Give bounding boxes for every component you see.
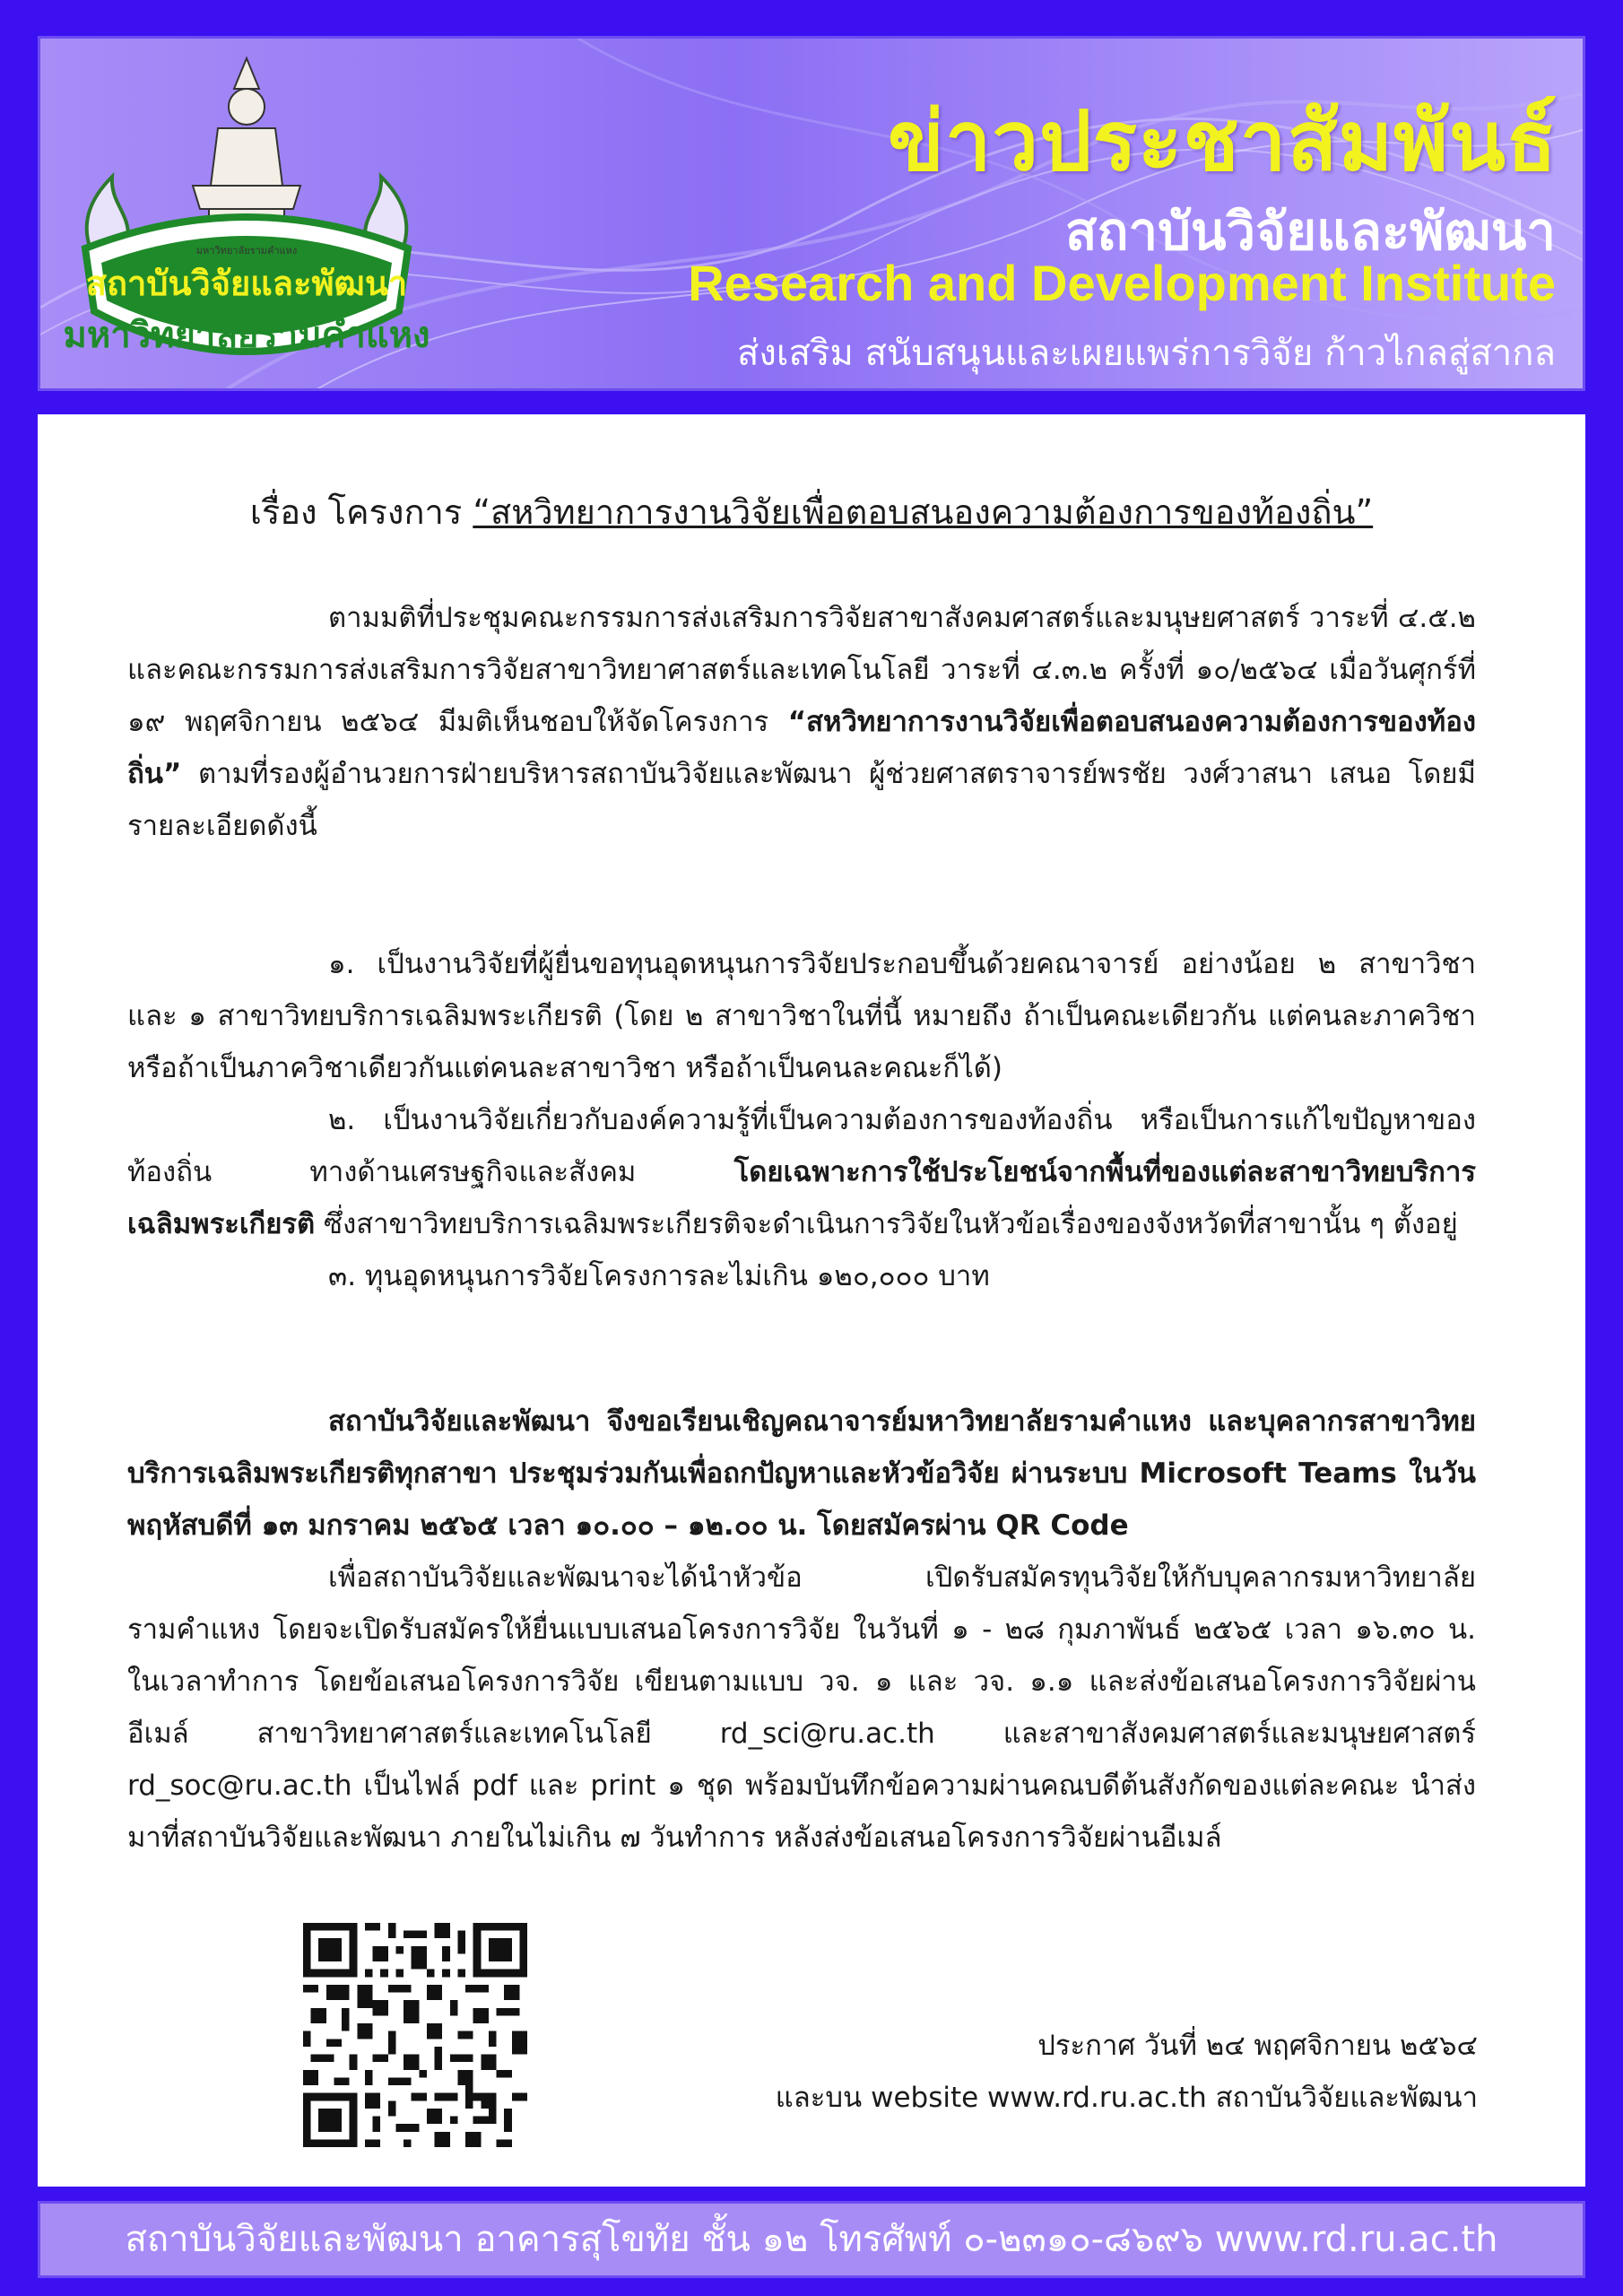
criteria-item-2-emphasis: โดยเฉพาะการใช้ประโยชน์จากพื้นที่ของแต่ละสาขาวิทยบริการเฉลิมพระเกียรติ xyxy=(127,1156,1476,1240)
criteria-item-3: ๓. ทุนอุดหนุนการวิจัยโครงการละไม่เกิน ๑๒๐,๐๐๐ บาท xyxy=(328,1260,990,1292)
banner-slogan: ส่งเสริม สนับสนุนและเผยแพร่การวิจัย ก้าวไกลสู่สากล xyxy=(736,333,1556,374)
subject-prefix: เรื่อง โครงการ xyxy=(249,492,473,532)
criteria-item-1: ๑. เป็นงานวิจัยที่ผู้ยื่นขอทุนอุดหนุนการวิจัยประกอบขึ้นด้วยคณาจารย์ อย่างน้อย ๒ สาขาวิชา และ ๑ สาขาวิทยบริการเฉลิมพระเกียรติ (โดย ๒ สาขาวิชาในที่นี้ หมายถึง ถ้าเป็นคณะเดียวกัน แต่คนละภาควิชา หรือถ้าเป็นภาควิชาเดียวกันแต่คนละสาขาวิชา หรือถ้าเป็นคนละคณะก็ได้) xyxy=(127,948,1476,1084)
svg-text:มหาวิทยาลัยรามคำแหง: มหาวิทยาลัยรามคำแหง xyxy=(195,245,298,257)
banner-english-name: Research and Development Institute xyxy=(688,255,1556,311)
criteria-item-2 xyxy=(127,1094,1476,1250)
announcement-date: ประกาศ วันที่ ๒๔ พฤศจิกายน ๒๕๖๔ xyxy=(1037,2030,1478,2062)
criteria-item-2-text-1: ๒. เป็นงานวิจัยเกี่ยวกับองค์ความรู้ที่เป็นความต้องการของท้องถิ่น หรือเป็นการแก้ไขปัญหาของท้องถิ่น ทางด้านเศรษฐกิจและสังคม xyxy=(127,1104,1476,1188)
invitation-section xyxy=(127,1396,1476,1864)
invitation-bold: สถาบันวิจัยและพัฒนา จึงขอเรียนเชิญคณาจารย์มหาวิทยาลัยรามคำแหง และบุคลากรสาขาวิทยบริการเฉลิมพระเกียรติทุกสาขา ประชุมร่วมกันเพื่อถกปัญหาและหัวข้อวิจัย ผ่านระบบ Microsoft Teams ในวันพฤหัสบดีที่ ๑๓ มกราคม ๒๕๖๕ เวลา ๑๐.๐๐ – ๑๒.๐๐ น. โดยสมัครผ่าน QR Code xyxy=(127,1405,1476,1542)
resolution-project-name: “สหวิทยาการงานวิจัยเพื่อตอบสนองความต้องการของท้องถิ่น” xyxy=(127,706,1476,790)
university-seal-icon xyxy=(58,51,435,383)
svg-text:มหาวิทยาลัยรามคำแหง: มหาวิทยาลัยรามคำแหง xyxy=(63,315,430,356)
invitation-details: เพื่อสถาบันวิจัยและพัฒนาจะได้นำหัวข้อ เปิดรับสมัครทุนวิจัยให้กับบุคลากรมหาวิทยาลัยรามคำแหง โดยจะเปิดรับสมัครให้ยื่นแบบเสนอโครงการวิจัย ในวันที่ ๑ - ๒๘ กุมภาพันธ์ ๒๕๖๕ เวลา ๑๖.๓๐ น. ในเวลาทำการ โดยข้อเสนอโครงการวิจัย เขียนตามแบบ วจ. ๑ และ วจ. ๑.๑ และส่งข้อเสนอโครงการวิจัยผ่านอีเมล์ สาขาวิทยาศาสตร์และเทคโนโลยี rd_sci@ru.ac.th และสาขาสังคมศาสตร์และมนุษยศาสตร์ rd_soc@ru.ac.th เป็นไฟล์ pdf และ print ๑ ชุด พร้อมบันทึกข้อความผ่านคณบดีต้นสังกัดของแต่ละคณะ นำส่งมาที่สถาบันวิจัยและพัฒนา ภายในไม่เกิน ๗ วันทำการ หลังส่งข้อเสนอโครงการวิจัยผ่านอีเมล์ xyxy=(127,1561,1476,1854)
announcement-website: และบน website www.rd.ru.ac.th สถาบันวิจัยและพัฒนา xyxy=(775,2082,1478,2114)
subject-topic: “สหวิทยาการงานวิจัยเพื่อตอบสนองความต้องการของท้องถิ่น” xyxy=(473,492,1374,532)
header-banner xyxy=(38,36,1585,391)
criteria-item-2-text-2: ซึ่งสาขาวิทยบริการเฉลิมพระเกียรติจะดำเนินการวิจัยในหัวข้อเรื่องของจังหวัดที่สาขานั้น ๆ ตั้งอยู่ xyxy=(315,1208,1458,1240)
qr-code-icon[interactable] xyxy=(303,1923,527,2147)
subject-heading xyxy=(38,484,1585,539)
resolution-text-1: ตามมติที่ประชุมคณะกรรมการส่งเสริมการวิจัยสาขาสังคมศาสตร์และมนุษยศาสตร์ วาระที่ ๔.๕.๒ และคณะกรรมการส่งเสริมการวิจัยสาขาวิทยาศาสตร์และเทคโนโลยี วาระที่ ๔.๓.๒ ครั้งที่ ๑๐/๒๕๖๔ เมื่อวันศุกร์ที่ ๑๙ พฤศจิกายน ๒๕๖๔ มีมติเห็นชอบให้จัดโครงการ xyxy=(127,602,1476,738)
criteria-list xyxy=(127,938,1476,1302)
svg-text:สถาบันวิจัยและพัฒนา: สถาบันวิจัยและพัฒนา xyxy=(85,264,408,303)
banner-title: ข่าวประชาสัมพันธ์ xyxy=(887,93,1558,189)
footer-contact: สถาบันวิจัยและพัฒนา อาคารสุโขทัย ชั้น ๑๒ โทรศัพท์ ๐-๒๓๑๐-๘๖๙๖ www.rd.ru.ac.th xyxy=(38,2201,1585,2278)
resolution-paragraph xyxy=(127,592,1476,852)
banner-subtitle: สถาบันวิจัยและพัฒนา xyxy=(1064,201,1556,262)
announcement-info xyxy=(776,2020,1478,2124)
resolution-text-2: ตามที่รองผู้อำนวยการฝ่ายบริหารสถาบันวิจัยและพัฒนา ผู้ช่วยศาสตราจารย์พรชัย วงศ์วาสนา เสนอ โดยมีรายละเอียดดังนี้ xyxy=(127,758,1476,842)
announcement-content xyxy=(38,414,1585,2187)
